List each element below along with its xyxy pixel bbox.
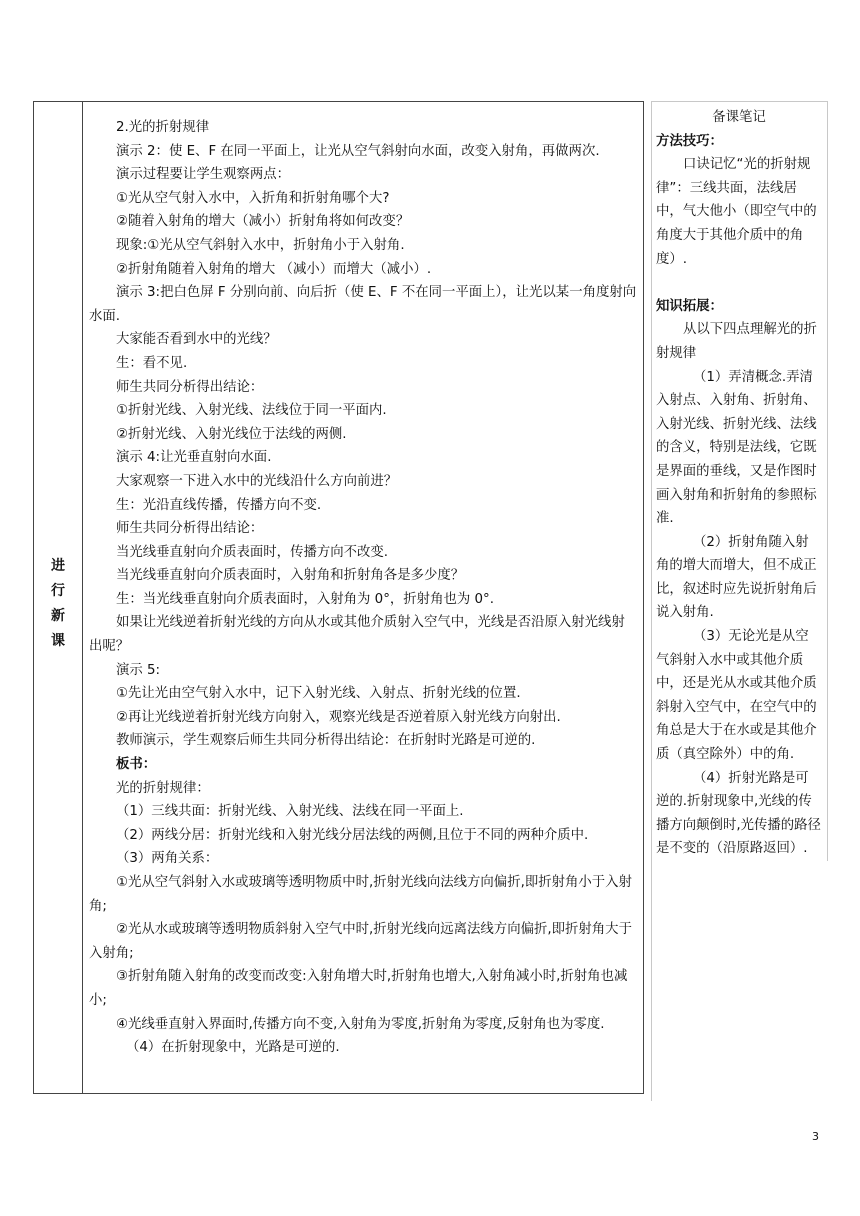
content-line: 大家能否看到水中的光线？ bbox=[116, 332, 277, 348]
board-line: ④光线垂直射入界面时,传播方向不变,入射角为零度,折射角为零度,反射角也为零度. bbox=[116, 1016, 605, 1032]
board-line: ③折射角随入射角的改变而改变:入射角增大时,折射角也增大,入射角减小时,折射角也减小; bbox=[89, 969, 628, 1008]
side-top-border bbox=[651, 101, 827, 102]
lesson-content bbox=[89, 116, 637, 1060]
content-line: ②再让光线逆着折射光线方向射入，观察光线是否逆着原入射光线方向射出. bbox=[116, 709, 561, 725]
content-line: ②折射光线、入射光线位于法线的两侧. bbox=[116, 426, 347, 442]
content-line: 当光线垂直射向介质表面时，入射角和折射角各是多少度？ bbox=[116, 568, 465, 584]
content-line: 生：当光线垂直射向介质表面时，入射角为 0°，折射角也为 0°. bbox=[116, 591, 494, 607]
prep-notes bbox=[656, 106, 822, 861]
board-line: （2）两线分居：折射光线和入射光线分居法线的两侧,且位于不同的两种介质中. bbox=[116, 827, 589, 843]
content-line: 演示 3:把白色屏 F 分别向前、向后折（使 E、F 不在同一平面上），让光以某一角度射向水面. bbox=[89, 285, 637, 324]
side-left-border bbox=[651, 101, 652, 1101]
extension-intro: 从以下四点理解光的折射规律 bbox=[656, 322, 817, 361]
prep-notes-title: 备课笔记 bbox=[712, 110, 766, 125]
extension-item: （4）折射光路是可逆的.折射现象中,光线的传播方向颠倒时,光传播的路径是不变的（沿原路返回）. bbox=[656, 770, 821, 857]
row-label-cell bbox=[34, 102, 83, 1093]
content-line: 师生共同分析得出结论： bbox=[116, 379, 264, 395]
board-line: 光的折射规律： bbox=[116, 780, 210, 796]
page-number: 3 bbox=[812, 1130, 819, 1143]
spacer bbox=[656, 271, 822, 295]
method-text: 口诀记忆“光的折射规律”：三线共面，法线居中，气大他小（即空气中的角度大于其他介质中的角度）. bbox=[656, 157, 817, 267]
content-line: ①折射光线、入射光线、法线位于同一平面内. bbox=[116, 403, 387, 419]
content-line: 演示 4:让光垂直射向水面. bbox=[116, 450, 272, 466]
content-line: 演示 2：使 E、F 在同一平面上，让光从空气斜射向水面，改变入射角，再做两次. bbox=[116, 143, 600, 159]
board-line: （1）三线共面：折射光线、入射光线、法线在同一平面上. bbox=[116, 804, 464, 820]
lesson-table bbox=[33, 101, 644, 1094]
content-line: 教师演示，学生观察后师生共同分析得出结论：在折射时光路是可逆的. bbox=[116, 733, 536, 749]
content-line: 生：看不见. bbox=[116, 355, 188, 371]
section-heading: 2.光的折射规律 bbox=[116, 120, 210, 135]
content-line: 生：光沿直线传播，传播方向不变. bbox=[116, 497, 322, 513]
content-line: 大家观察一下进入水中的光线沿什么方向前进？ bbox=[116, 473, 398, 489]
extension-heading: 知识拓展： bbox=[656, 298, 723, 314]
board-line: ②光从水或玻璃等透明物质斜射入空气中时,折射光线向远离法线方向偏折,即折射角大于入射角; bbox=[89, 922, 632, 961]
content-line: 如果让光线逆着折射光线的方向从水或其他介质射入空气中，光线是否沿原入射光线射出呢？ bbox=[89, 615, 625, 655]
board-line: ①光从空气斜射入水或玻璃等透明物质中时,折射光线向法线方向偏折,即折射角小于入射角; bbox=[89, 875, 632, 914]
board-line: （3）两角关系： bbox=[116, 851, 219, 867]
content-line: ①先让光由空气射入水中，记下入射光线、入射点、折射光线的位置. bbox=[116, 686, 521, 702]
content-line: ②折射角随着入射角的增大 （减小）而增大（减小）. bbox=[116, 261, 432, 277]
extension-item: （1）弄清概念.弄清入射点、入射角、折射角、入射光线、折射光线、法线的含义，特别是法线，它既是界面的垂线，又是作图时画入射角和折射角的参照标准. bbox=[656, 369, 817, 527]
extension-item: （3）无论光是从空气斜射入水中或其他介质中，还是光从水或其他介质斜射入空气中，在空气中的角总是大于在水或是其他介质（真空除外）中的角. bbox=[656, 629, 817, 763]
side-right-border bbox=[827, 101, 828, 861]
extension-item: （2）折射角随入射角的增大而增大，但不成正比，叙述时应先说折射角后说入射角. bbox=[656, 534, 817, 621]
content-line: 演示 5: bbox=[116, 662, 161, 678]
method-heading: 方法技巧： bbox=[656, 133, 723, 149]
board-line: （4）在折射现象中，光路是可逆的. bbox=[126, 1040, 340, 1056]
content-line: 当光线垂直射向介质表面时，传播方向不改变. bbox=[116, 544, 389, 560]
row-label: 进 行 新 课 bbox=[51, 558, 65, 649]
content-line: ①光从空气射入水中，入折角和折射角哪个大? bbox=[116, 190, 390, 206]
board-label: 板书： bbox=[116, 757, 157, 773]
content-line: ②随着入射角的增大（减小）折射角将如何改变？ bbox=[116, 214, 410, 230]
content-line: 师生共同分析得出结论： bbox=[116, 521, 264, 537]
content-line: 现象:①光从空气斜射入水中，折射角小于入射角. bbox=[116, 237, 405, 253]
content-line: 演示过程要让学生观察两点： bbox=[116, 167, 291, 183]
